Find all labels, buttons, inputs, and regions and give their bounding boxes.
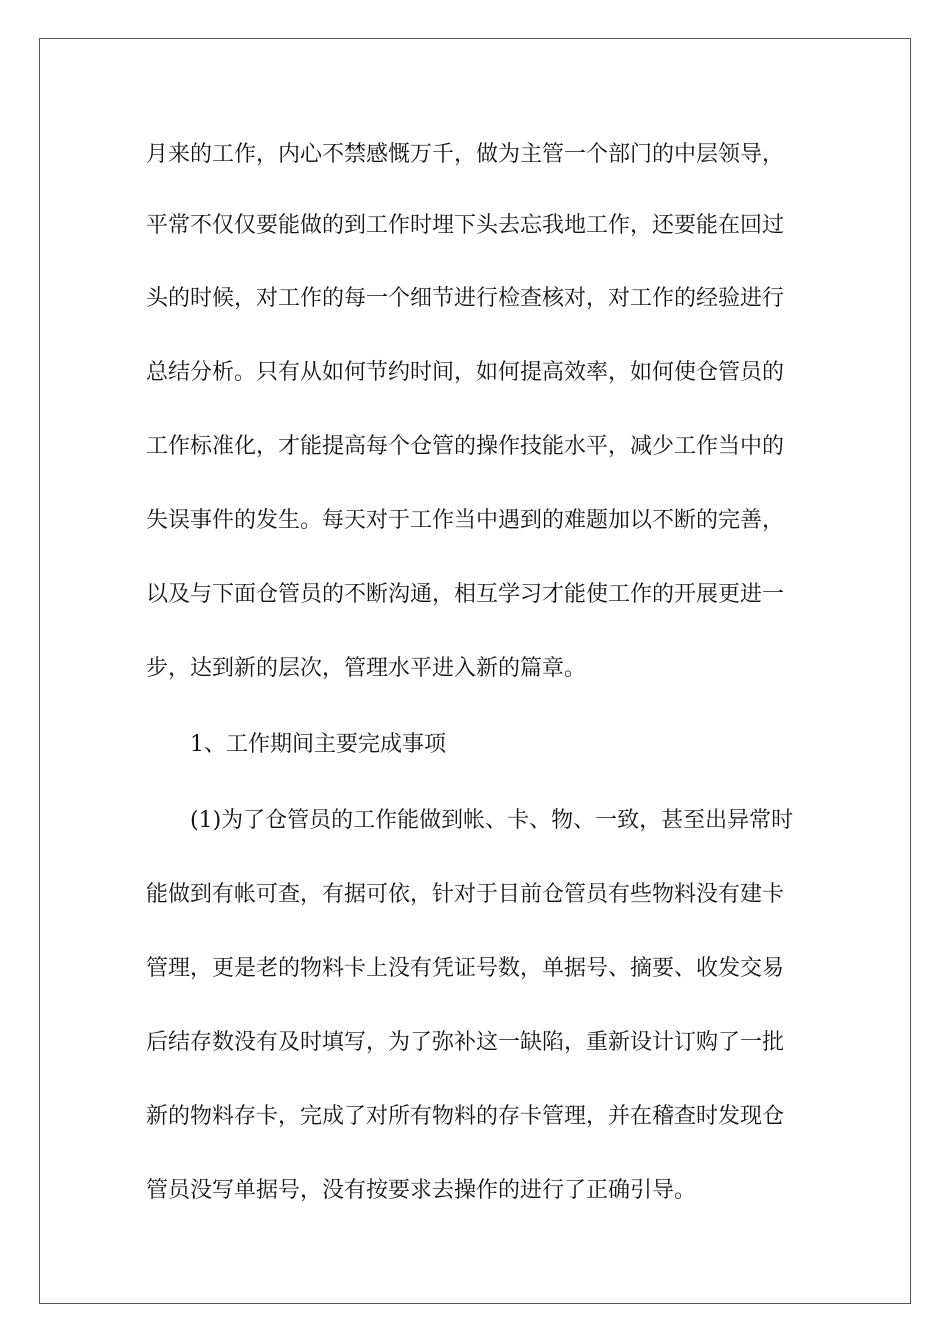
body-text-line: 能做到有帐可查，有据可依，针对于目前仓管员有些物料没有建卡	[146, 882, 785, 907]
body-text-line: 新的物料存卡，完成了对所有物料的存卡管理，并在稽查时发现仓	[146, 1104, 785, 1129]
body-text-line: 总结分析。只有从如何节约时间，如何提高效率，如何使仓管员的	[146, 360, 785, 385]
body-text-line: 平常不仅仅要能做的到工作时埋下头去忘我地工作，还要能在回过	[146, 213, 785, 238]
body-text-line: 后结存数没有及时填写，为了弥补这一缺陷，重新设计订购了一批	[146, 1030, 785, 1055]
body-text-line: 工作标准化，才能提高每个仓管的操作技能水平，减少工作当中的	[146, 434, 785, 459]
body-text-line: 失误事件的发生。每天对于工作当中遇到的难题加以不断的完善，	[146, 508, 785, 533]
body-text-line: 步，达到新的层次，管理水平进入新的篇章。	[146, 656, 587, 681]
body-text-line: 管理，更是老的物料卡上没有凭证号数，单据号、摘要、收发交易	[146, 956, 785, 981]
section-heading: 1、工作期间主要完成事项	[190, 732, 446, 757]
body-text-line: 月来的工作，内心不禁感慨万千，做为主管一个部门的中层领导，	[146, 142, 785, 167]
body-text-line: 头的时候，对工作的每一个细节进行检查核对，对工作的经验进行	[146, 286, 785, 311]
body-text-line: (1)为了仓管员的工作能做到帐、卡、物、一致，甚至出异常时	[190, 808, 794, 833]
body-text-line: 管员没写单据号，没有按要求去操作的进行了正确引导。	[146, 1178, 697, 1203]
body-text-line: 以及与下面仓管员的不断沟通，相互学习才能使工作的开展更进一	[146, 582, 785, 607]
